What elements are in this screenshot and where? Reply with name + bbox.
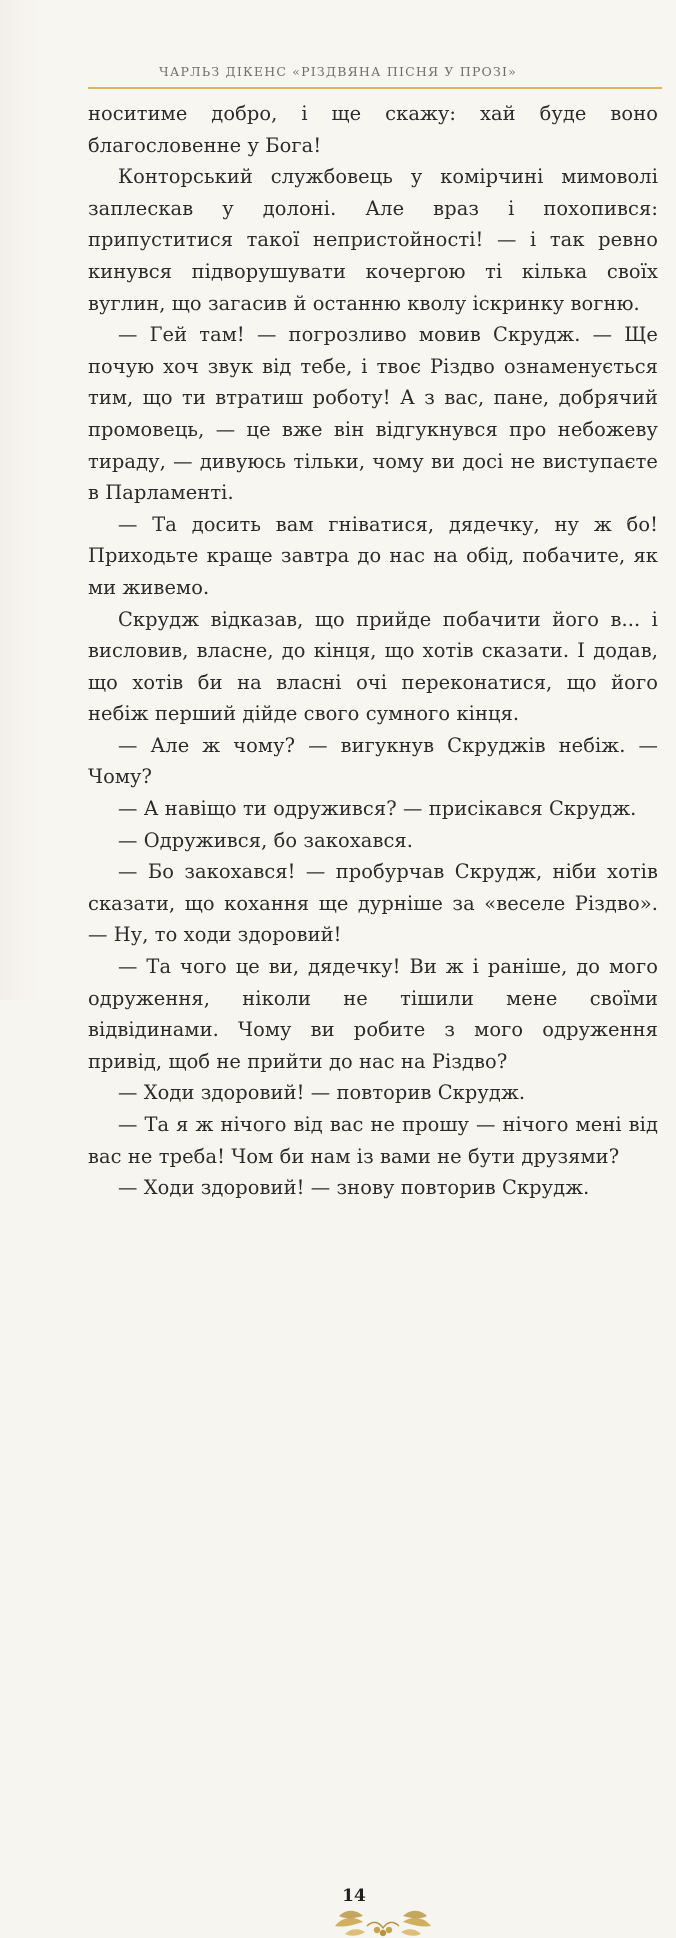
paragraph: — Ходи здоровий! — знову повторив Скрудж.	[118, 1176, 590, 1200]
header-rule	[88, 87, 662, 89]
paragraph: — Одружився, бо закохався.	[118, 828, 414, 852]
paragraph: — Ходи здоровий! — повторив Скрудж.	[118, 1081, 526, 1105]
body-text	[88, 98, 658, 1204]
paragraph: — Та чого це ви, дядечку! Ви ж і раніше, до мого одруження, ніколи не тішили мене своїми відвідинами. Чому ви робите з мого одруження привід, щоб не прийти до нас на Різдво?	[88, 955, 658, 1073]
paragraph: — Гей там! — погрозливо мовив Скрудж. — Ще почую хоч звук від тебе, і твоє Різдво ознаменується тим, що ти втратиш роботу! А з вас, пане, добрячий промовець, — це вже він відгукнувся про небожеву тираду, — дивуюсь тільки, чому ви досі не виступаєте в Парламенті.	[88, 323, 658, 505]
paragraph: Скрудж відказав, що прийде побачити його в... і висловив, власне, до кінця, що хотів сказати. І додав, що хотів би на власні очі переконатися, що його небіж перший дійде свого сумного кінця.	[88, 607, 658, 726]
running-head: ЧАРЛЬЗ ДІКЕНС «РІЗДВЯНА ПІСНЯ У ПРОЗІ»	[159, 64, 517, 79]
page-number: 14	[342, 1886, 366, 1906]
paragraph: — Але ж чому? — вигукнув Скруджів небіж. — Чому?	[88, 733, 658, 789]
paragraph: — А навіщо ти одружився? — присікався Скрудж.	[118, 797, 637, 821]
paragraph: — Бо закохався! — пробурчав Скрудж, ніби хотів сказати, що кохання ще дурніше за «веселе Різдво». — Ну, то ходи здоровий!	[88, 860, 658, 947]
paragraph: Конторський службовець у комірчині мимоволі заплескав у долоні. Але враз і похопився: припуститися такої непристойності! — і так ревно кинувся підворушувати кочергою ті кілька своїх вуглин, що загасив й останню кволу іскринку вогню.	[88, 165, 658, 315]
paragraph: носитиме добро, і ще скажу: хай буде воно благословенне у Бога!	[88, 102, 658, 157]
paragraph: — Та я ж нічого від вас не прошу — нічого мені від вас не треба! Чом би нам із вами не бути друзями?	[88, 1113, 658, 1168]
paragraph: — Та досить вам гніватися, дядечку, ну ж бо! Приходьте краще завтра до нас на обід, побачите, як ми живемо.	[88, 512, 658, 599]
